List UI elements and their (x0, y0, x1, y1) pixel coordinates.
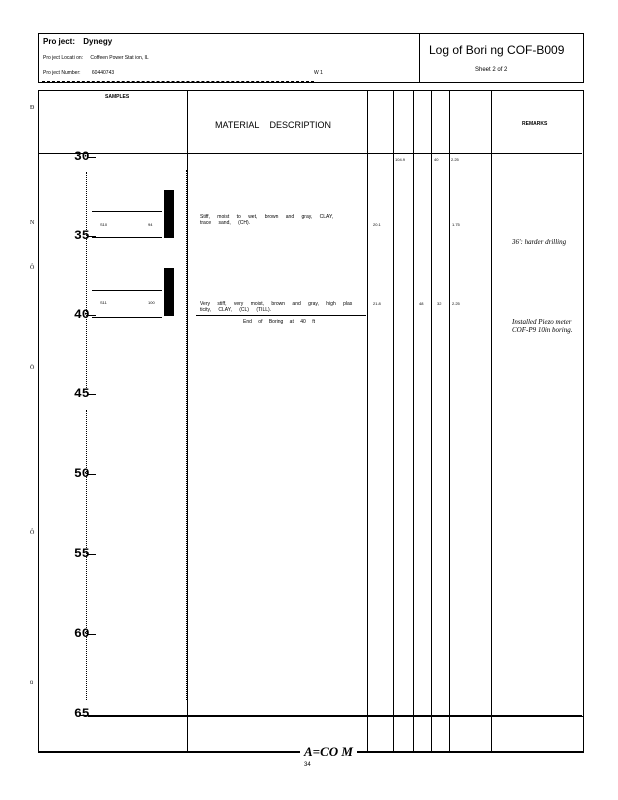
column-divider (393, 91, 394, 751)
margin-mark: N (30, 220, 35, 226)
minor-ticks (86, 410, 89, 700)
plasticity-index-value: 32 (437, 301, 442, 306)
depth-tick (88, 554, 96, 555)
project-label: Pro ject: (43, 37, 76, 46)
sample-bottom-line (92, 317, 162, 318)
remark: 36': harder drilling (512, 238, 567, 246)
column-divider (431, 91, 432, 751)
depth-tick (88, 634, 96, 635)
column-divider (413, 91, 414, 751)
remark: Installed Piezo meter COF-P9 10in boring. (512, 318, 573, 334)
margin-mark: Ô (30, 530, 35, 536)
end-of-boring: End of Boring at 40 ft (243, 319, 315, 325)
log-title: Log of Bori ng COF-B009 (429, 43, 565, 57)
number-value: 60440743 (91, 70, 115, 76)
depth-label: 45 (74, 386, 90, 401)
depth-tick (88, 157, 96, 158)
samples-heading: SAMPLES (105, 94, 130, 100)
material-description: Stiff, moist to wet, brown and gray, CLAY, trace sand, (CH). (200, 214, 334, 226)
depth-label: 35 (74, 228, 90, 243)
location-row (43, 55, 149, 61)
end-of-boring-line (196, 315, 366, 316)
strength-value: 1.75 (452, 222, 460, 227)
depth-65-line (88, 716, 583, 717)
header-dash-line (42, 81, 314, 82)
boring-log-table (38, 90, 584, 752)
footer-brand: A=CO M (300, 744, 357, 760)
margin-mark: ü (30, 680, 33, 686)
depth-label: 60 (74, 626, 90, 641)
depth-tick (88, 394, 96, 395)
depth-tick (88, 474, 96, 475)
column-divider (367, 91, 368, 751)
depth-label: 40 (74, 307, 90, 322)
sample-id: S11 (100, 300, 107, 305)
remarks-heading: REMARKS (522, 121, 548, 127)
header-misc: W 1 (314, 70, 323, 76)
header-box (38, 33, 584, 83)
sample-interval-bar (164, 268, 174, 316)
depth-label: 30 (74, 149, 90, 164)
column-divider (449, 91, 450, 751)
strength-value: 2.25 (452, 301, 460, 306)
sample-bottom-line (92, 237, 162, 238)
depth-tick (88, 315, 96, 316)
number-label: Pro ject Number: (43, 70, 81, 76)
minor-ticks (186, 170, 189, 700)
number-row (43, 70, 114, 76)
header-row-line (39, 153, 582, 154)
depth-label: 65 (74, 706, 90, 721)
sample-top-line (92, 211, 162, 212)
margin-mark: Ô (30, 265, 35, 271)
top-value-2: 40 (434, 157, 439, 162)
depth-label: 50 (74, 466, 90, 481)
sample-recovery: 100 (148, 300, 155, 305)
margin-mark: Ö (30, 365, 35, 371)
page-number: 34 (304, 762, 311, 768)
location-label: Pro ject Locati on: (43, 55, 84, 61)
minor-ticks (86, 172, 89, 392)
sample-top-line (92, 290, 162, 291)
liquid-limit-value: 48 (419, 301, 424, 306)
depth-label: 55 (74, 546, 90, 561)
sample-id: S10 (100, 222, 108, 227)
top-value-1: 104.9 (395, 157, 406, 162)
moisture-value: 20.1 (373, 222, 381, 227)
location-value: Coffeen Power Stat ion, IL (90, 55, 149, 61)
sample-recovery: 94 (148, 222, 153, 227)
project-row (43, 37, 112, 46)
project-value: Dynegy (83, 37, 113, 46)
column-divider (491, 91, 492, 751)
sheet-number: Sheet 2 of 2 (475, 67, 508, 73)
material-description: Very stiff, very moist, brown and gray, high plas ticity, CLAY, (CL) (TILL). (200, 301, 353, 313)
top-value-3: 2.25 (451, 157, 459, 162)
moisture-value: 21.8 (373, 301, 381, 306)
material-description-heading: MATERIAL DESCRIPTION (215, 120, 332, 130)
sample-interval-bar (164, 190, 174, 238)
header-divider (419, 34, 420, 82)
margin-mark: Đ (30, 105, 35, 111)
